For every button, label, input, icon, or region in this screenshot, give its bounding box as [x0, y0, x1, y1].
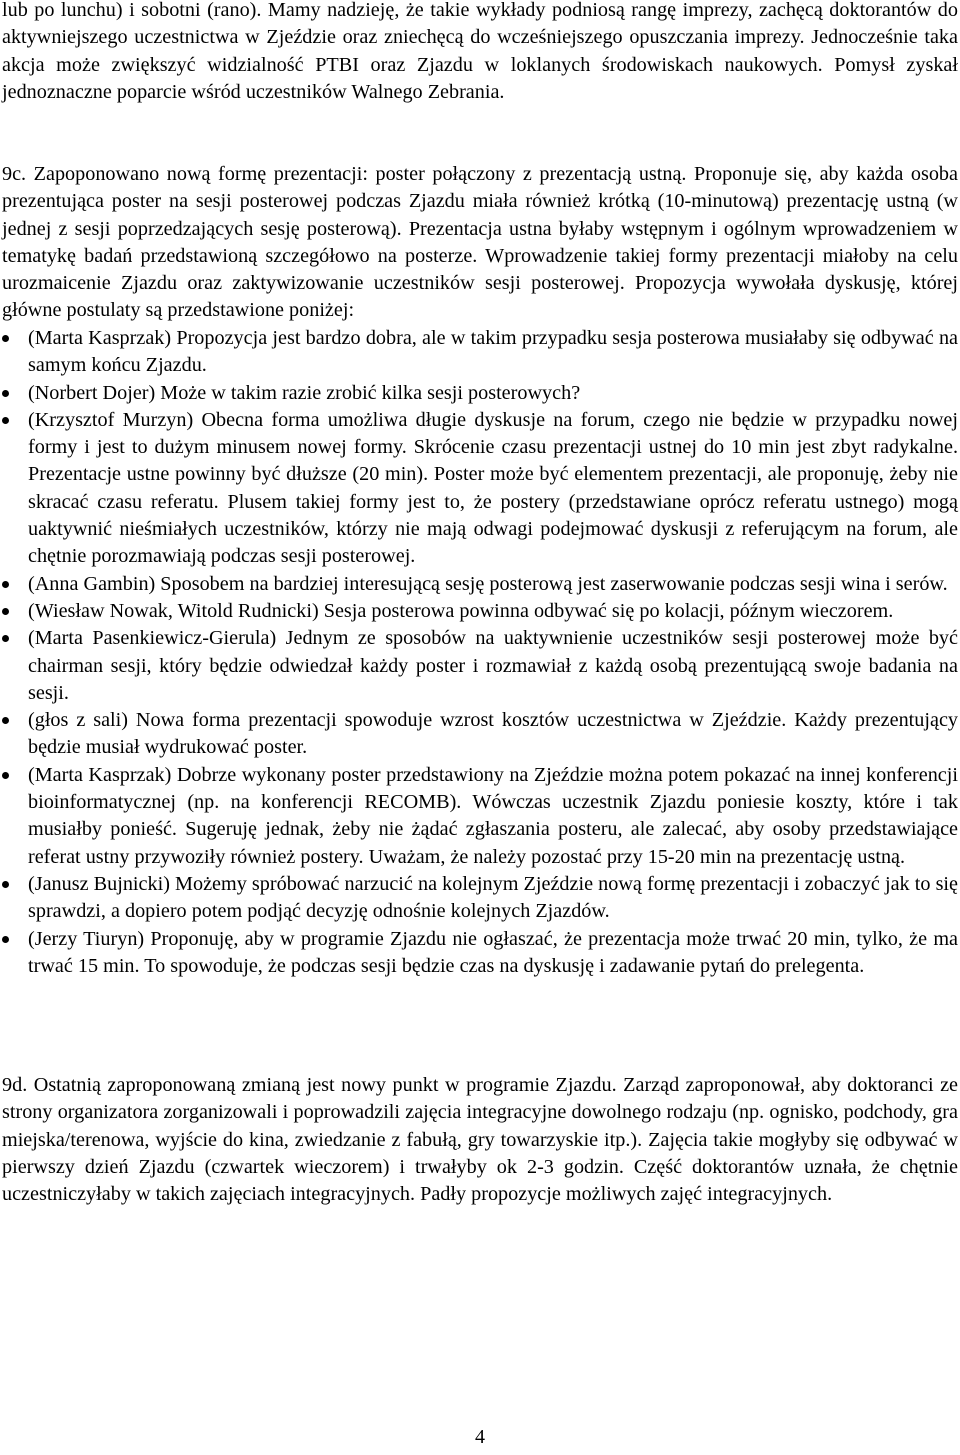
discussion-bullet-list — [0, 325, 958, 980]
list-item — [0, 571, 958, 598]
list-item — [0, 325, 958, 380]
list-item — [0, 762, 958, 871]
list-item-text: (Wiesław Nowak, Witold Rudnicki) Sesja posterowa powinna odbywać się po kolacji, późnym wieczorem. — [28, 599, 894, 622]
list-item — [0, 598, 958, 625]
list-item-text: (głos z sali) Nowa forma prezentacji spowoduje wzrost kosztów uczestnictwa w Zjeździe. Każdy prezentujący będzie musiał wydrukować poster. — [28, 709, 958, 759]
list-item-text: (Jerzy Tiuryn) Proponuję, aby w programie Zjazdu nie ogłaszać, że prezentacja może trwać 20 min, tylko, że ma trwać 15 min. To spowoduje, że podczas sesji będzie czas na dyskusję i zadawanie pytań do prelegenta. — [28, 927, 958, 977]
list-item — [0, 707, 958, 762]
paragraph-9c: 9c. Zapoponowano nową formę prezentacji: poster połączony z prezentacją ustną. Proponuje się, aby każda osoba prezentująca poster na sesji posterowej podczas Zjazdu miała również krótką (10-minutową) prezentację ustną (w jednej z sesji poprzedzających sesję posterową). Prezentacja ustna byłaby wstępnym i ogólnym wprowadzeniem w tematykę badań przedstawioną szczegółowo na posterze. Wprowadzenie takiej formy prezentacji miałoby na celu urozmaicenie Zjazdu oraz zaktywizowanie uczestników sesji posterowej. Propozycja wywołała dyskusję, której główne postulaty są przedstawione poniżej: — [2, 163, 958, 322]
page-number: 4 — [475, 1426, 485, 1448]
bullet-icon — [2, 335, 9, 342]
bullet-icon — [2, 772, 9, 779]
list-item-text: (Janusz Bujnicki) Możemy spróbować narzucić na kolejnym Zjeździe nową formę prezentacji i zobaczyć jak to się sprawdzi, a dopiero potem podjąć decyzję odnośnie kolejnych Zjazdów. — [28, 872, 958, 923]
list-item-text: (Norbert Dojer) Może w takim razie zrobić kilka sesji posterowych? — [28, 381, 581, 404]
list-item — [0, 407, 958, 571]
list-item-text: (Marta Kasprzak) Propozycja jest bardzo dobra, ale w takim przypadku sesja posterowa musiałaby się odbywać na samym końcu Zjazdu. — [28, 327, 958, 377]
list-item — [0, 380, 958, 407]
bullet-icon — [2, 581, 9, 588]
list-item-text: (Marta Pasenkiewicz-Gierula) Jednym ze sposobów na uaktywnienie uczestników sesji posterowej może być chairman sesji, który będzie odwiedzał każdy poster i rozmawiał z każdą osobą prezentującą swoje badania na sesji. — [28, 627, 958, 704]
intro-paragraph: lub po lunchu) i sobotni (rano). Mamy nadzieję, że takie wykłady podniosą rangę imprezy, zachęcą doktorantów do aktywniejszego uczestnictwa w Zjeździe oraz zniechęcą do wcześniejszego opuszczania imprezy. Jednocześnie taka akcja może zwiększyć widzialność PTBI oraz Zjazdu w loklanych środowiskach naukowych. Pomysł zyskał jednoznaczne poparcie wśród uczestników Walnego Zebrania. — [2, 0, 958, 103]
list-item-text: (Anna Gambin) Sposobem na bardziej interesującą sesję posterową jest zaserwowanie podczas sesji wina i serów. — [28, 572, 948, 595]
bullet-icon — [2, 881, 9, 888]
paragraph-9d: 9d. Ostatnią zaproponowaną zmianą jest nowy punkt w programie Zjazdu. Zarząd zaproponował, aby doktoranci ze strony organizatora zorganizowali i poprowadzili zajęcia integracyjne dowolnego rodzaju (np. ognisko, podchody, gra miejska/terenowa, wyjście do kina, zwiedzanie z fabułą, gry towarzyskie itp.). Zajęcia takie mogłyby się odbywać w pierwszy dzień Zjazdu (czwartek wieczorem) i trwałyby ok 2-3 godzin. Część doktorantów uznała, że chętnie uczestniczyłaby w takich zajęciach integracyjnych. Padły propozycje możliwych zajęć integracyjnych. — [2, 1074, 958, 1206]
bullet-icon — [2, 608, 9, 615]
bullet-icon — [2, 390, 9, 397]
bullet-icon — [2, 936, 9, 943]
bullet-icon — [2, 717, 9, 724]
list-item — [0, 625, 958, 707]
bullet-icon — [2, 635, 9, 642]
list-item — [0, 871, 958, 926]
list-item-text: (Krzysztof Murzyn) Obecna forma umożliwa długie dyskusje na forum, czego nie będzie w przypadku nowej formy i jest to dużym minusem nowej formy. Skrócenie czasu prezentacji ustnej do 10 min jest zbyt radykalne. Prezentacje ustne powinny być dłuższe (20 min). Poster może być elementem prezentacji, ale proponuję, żeby nie skracać czasu referatu. Plusem takiej formy jest to, że postery (przedstawiane oprócz referatu ustnego) mogą uaktywnić nieśmiałych uczestników, którzy nie mają odwagi podejmować dyskusji z referującym na forum, ale chętnie porozmawiają podczas sesji posterowej. — [28, 408, 958, 568]
list-item — [0, 926, 958, 981]
list-item-text: (Marta Kasprzak) Dobrze wykonany poster przedstawiony na Zjeździe można potem pokazać na innej konferencji bioinformatycznej (np. na konferencji RECOMB). Wówczas uczestnik Zjazdu poniesie koszty, które i tak musiałby ponieść. Sugeruję jednak, żeby nie żądać zgłaszania posteru, ale zalecać, aby osoby przedstawiające referat ustny przywoziły również postery. Uważam, że należy pozostać przy 15-20 min na prezentację ustną. — [28, 763, 958, 868]
bullet-icon — [2, 417, 9, 424]
